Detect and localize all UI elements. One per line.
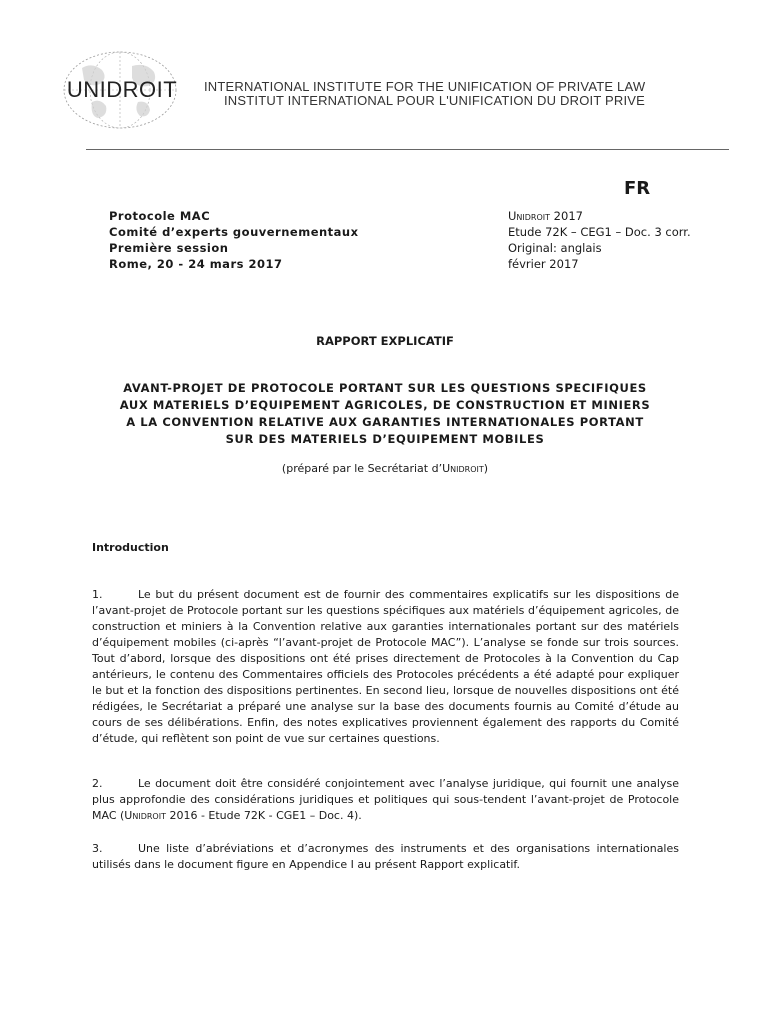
committee-name: Comité d’experts gouvernementaux [109,225,359,239]
section-heading: Introduction [92,541,169,554]
logo-wordmark: UNIDROIT [66,77,178,102]
paragraph-org: Unidroit [124,809,166,822]
paragraph-text: Le but du présent document est de fournir des commentaires explicatifs sur les dispositions de l’avant-projet de Protocole portant sur les questions spécifiques aux matériels d’équipement agricoles, de construction et miniers à la Convention relative aux garanties internationales portant sur des matériels d’équipement mobiles (ci-après “l’avant-projet de Protocole MAC”). L’analyse se fonde sur trois sources. Tout d’abord, lorsque des dispositions ont été prises directement de Protocoles à la Convention du Cap antérieurs, le contenu des Commentaires officiels des Protocoles précédents a été adapté pour expliquer le but et la fonction des dispositions pertinentes. En second lieu, lorsque de nouvelles dispositions ont été rédigées, le Secrétariat a préparé une analyse sur la base des documents fournis au Comité d’étude au cours de ses délibérations. Enfin, des notes explicatives proviennent également des rapports du Comité d’étude, qui reflètent son point de vue sur certaines questions. [92,588,679,745]
paragraph-text: Une liste d’abréviations et d’acronymes des instruments et des organisations internationales utilisés dans le document figure en Appendice I au présent Rapport explicatif. [92,842,679,871]
meeting-info [109,208,359,272]
paragraph [92,776,679,824]
meeting-place-date: Rome, 20 - 24 mars 2017 [109,257,283,271]
paragraph [92,587,679,747]
meeting-name: Protocole MAC [109,209,211,223]
session-name: Première session [109,241,229,255]
institute-name-fr: INSTITUT INTERNATIONAL POUR L'UNIFICATION DU DROIT PRIVE [224,93,646,108]
prepared-by-org: Unidroit [442,462,484,475]
subtitle-line: A LA CONVENTION RELATIVE AUX GARANTIES INTERNATIONALES PORTANT [126,415,644,429]
paragraph-number: 1. [92,588,103,601]
doc-org-year [508,208,691,224]
document-reference [508,208,691,272]
org-name: Unidroit [508,209,551,223]
prepared-by-suffix: ) [483,462,489,475]
doc-date: février 2017 [508,257,579,271]
subtitle-line: AVANT-PROJET DE PROTOCOLE PORTANT SUR LES QUESTIONS SPECIFIQUES [123,381,647,395]
paragraph-text-after: 2016 - Etude 72K - CGE1 – Doc. 4). [165,809,362,822]
prepared-by-prefix: (préparé par le Secrétariat d’ [281,462,443,475]
paragraph-number: 3. [92,842,103,855]
institute-name [204,80,645,108]
subtitle-line: SUR DES MATERIELS D’EQUIPEMENT MOBILES [225,432,545,446]
doc-original-language: Original: anglais [508,241,602,255]
paragraph [92,841,679,873]
subtitle-line: AUX MATERIELS D’EQUIPEMENT AGRICOLES, DE CONSTRUCTION ET MINIERS [119,398,651,412]
language-code: FR [624,178,651,199]
prepared-by [0,462,770,475]
institute-name-en: INTERNATIONAL INSTITUTE FOR THE UNIFICATION OF PRIVATE LAW [204,79,646,94]
unidroit-logo [52,48,192,132]
paragraph-text: Le document doit être considéré conjointement avec l’analyse juridique, qui fournit une analyse plus approfondie des considérations juridiques et politiques qui sous-tendent l’avant-projet de Protocole MAC ( [92,777,679,822]
document-subtitle [70,380,700,448]
document-title: RAPPORT EXPLICATIF [316,334,454,348]
globe-logo-icon [52,48,192,132]
doc-number: Etude 72K – CEG1 – Doc. 3 corr. [508,225,691,239]
header-divider [86,149,729,150]
doc-year: 2017 [550,209,583,223]
paragraph-number: 2. [92,777,103,790]
